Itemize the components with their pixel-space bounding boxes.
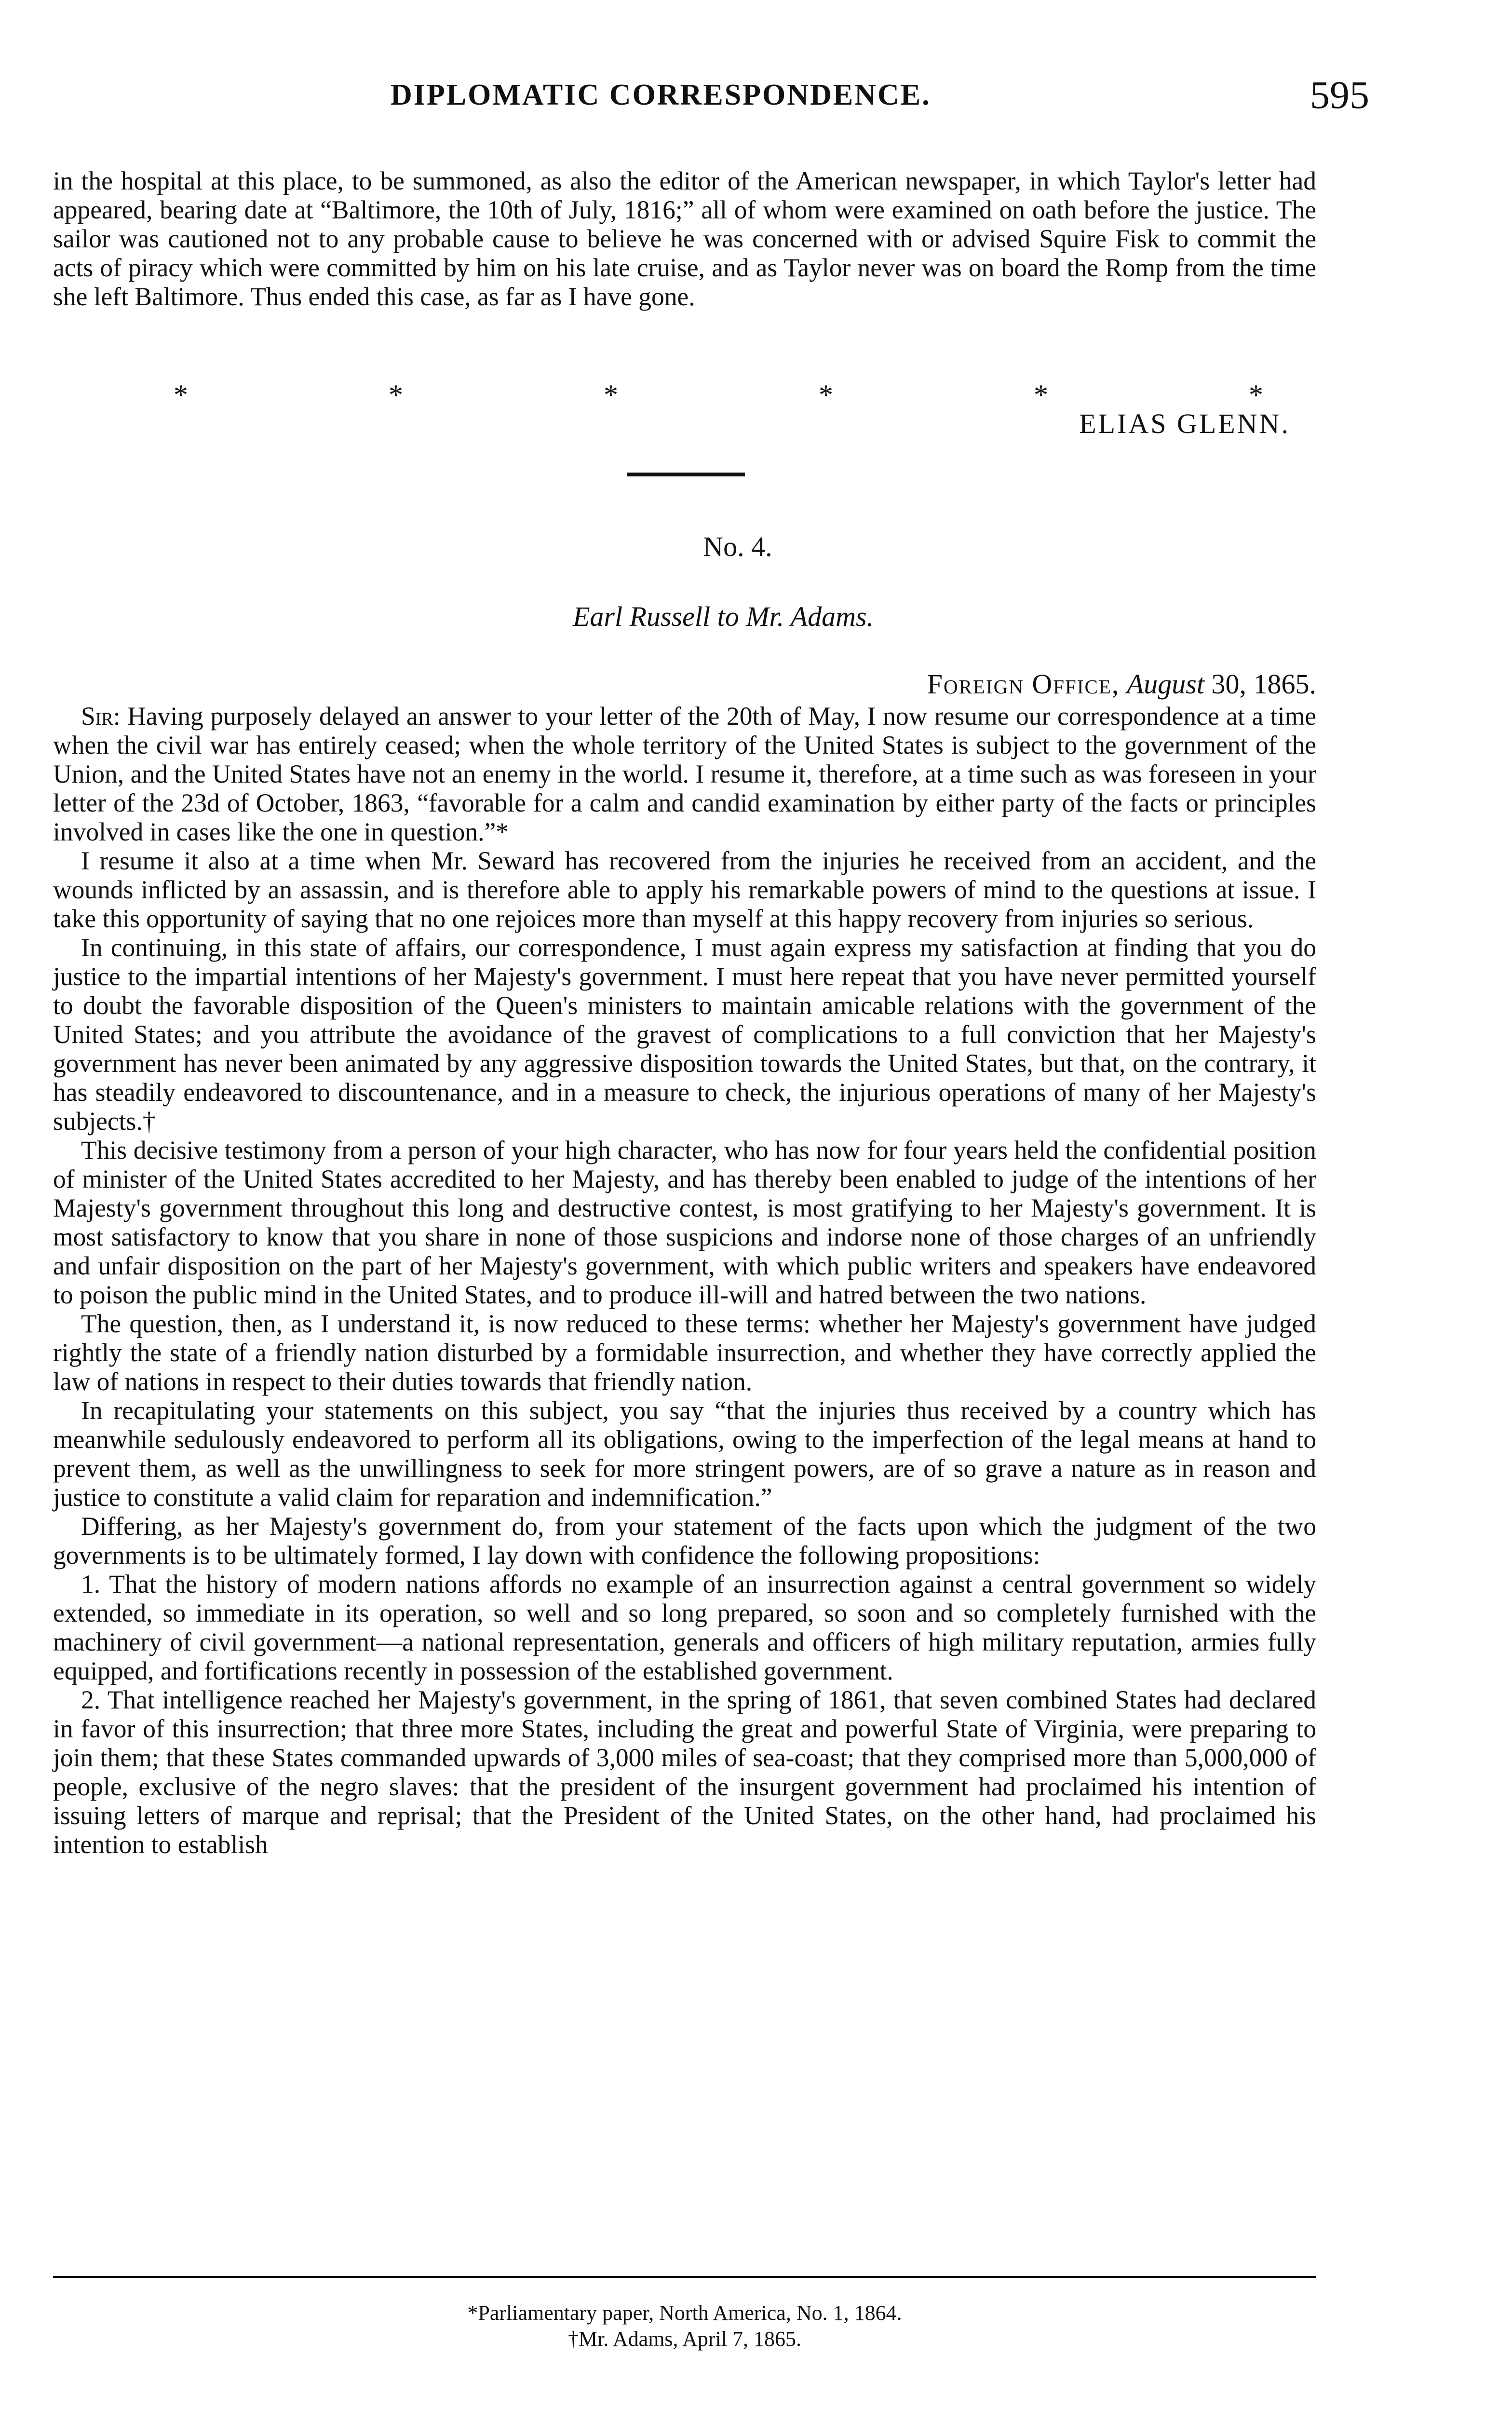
running-title: DIPLOMATIC CORRESPONDENCE.	[391, 79, 931, 111]
page-number: 595	[1310, 73, 1369, 117]
star: *	[819, 379, 833, 411]
paragraph: 2. That intelligence reached her Majesty's government, in the spring of 1861, that seven combined States had declared in favor of this insurrection; that three more States, including the great and powerful State of Virginia, were preparing to join them; that these States commanded upwards of 3,000 miles of sea-coast; that they comprised more than 5,000,000 of people, exclusive of the negro slaves: that the president of the insurgent government had proclaimed his intention of issuing letters of marque and reprisal; that the President of the United States, on the other hand, had proclaimed his intention to establish	[53, 1685, 1316, 1859]
dateline-rest: 30, 1865.	[1211, 668, 1316, 700]
footnote: †Mr. Adams, April 7, 1865.	[567, 2327, 802, 2351]
star: *	[1034, 379, 1048, 411]
paragraph: This decisive testimony from a person of your high character, who has now for four years held the confidential position of minister of the United States accredited to her Majesty, and has thereby been enabled to judge of the intentions of her Majesty's government throughout this long and destructive contest, is most gratifying to her Majesty's government. It is most satisfactory to know that you share in none of those suspicions and indorse none of those charges of an unfriendly and unfair disposition on the part of her Majesty's government, with which public writers and speakers have endeavored to poison the public mind in the United States, and to produce ill-will and hatred between the two nations.	[53, 1136, 1316, 1309]
paragraph: The question, then, as I understand it, is now reduced to these terms: whether her Majesty's government have judged rightly the state of a friendly nation disturbed by a formidable insurrection, and whether they have correctly applied the law of nations in respect to their duties towards that friendly nation.	[53, 1309, 1316, 1396]
dateline	[675, 668, 1316, 700]
paragraph: I resume it also at a time when Mr. Seward has recovered from the injuries he received from an accident, and the wounds inflicted by an assassin, and is therefore able to apply his remarkable powers of mind to the questions at issue. I take this opportunity of saying that no one rejoices more than myself at this happy recovery from injuries so serious.	[53, 846, 1316, 933]
previous-letter-text: in the hospital at this place, to be summoned, as also the editor of the American newspaper, in which Taylor's letter had appeared, bearing date at “Baltimore, the 10th of July, 1816;” all of whom were examined on oath before the justice. The sailor was cautioned not to any probable cause to believe he was concerned with or advised Squire Fisk to commit the acts of piracy which were committed by him on his late cruise, and as Taylor never was on board the Romp from the time she left Baltimore. Thus ended this case, as far as I have gone.	[53, 166, 1316, 311]
star: *	[389, 379, 403, 411]
dateline-month: August	[1126, 668, 1204, 700]
star: *	[604, 379, 618, 411]
paragraph: Differing, as her Majesty's government do, from your statement of the facts upon which the judgment of the two governments is to be ultimately formed, I lay down with confidence the following propositions:	[53, 1512, 1316, 1570]
ellipsis-stars	[174, 379, 1263, 412]
dateline-place: Foreign Office,	[927, 668, 1120, 700]
paragraph: In recapitulating your statements on this subject, you say “that the injuries thus received by a country which has meanwhile sedulously endeavored to perform all its obligations, owing to the imperfection of the legal means at hand to prevent them, as well as the unwillingness to seek for more stringent powers, are of so grave a nature as in reason and justice to constitute a valid claim for reparation and indemnification.”	[53, 1396, 1316, 1512]
paragraph	[53, 702, 1316, 846]
running-header	[391, 72, 1369, 125]
star: *	[174, 379, 188, 411]
footnote: *Parliamentary paper, North America, No. 1, 1864.	[467, 2301, 902, 2325]
previous-letter-ending	[53, 166, 1316, 311]
footnotes	[53, 2300, 1316, 2352]
star: *	[1249, 379, 1263, 411]
signature: ELIAS GLENN.	[1079, 408, 1290, 439]
document-title: Earl Russell to Mr. Adams.	[572, 601, 874, 632]
letter-body	[53, 702, 1316, 1859]
paragraph: 1. That the history of modern nations affords no example of an insurrection against a central government so widely extended, so immediate in its operation, so well and so long prepared, so soon and so completely furnished with the machinery of civil government—a national representation, generals and officers of high military reputation, armies fully equipped, and fortifications recently in possession of the established government.	[53, 1570, 1316, 1685]
footnote-divider	[53, 2276, 1316, 2278]
section-divider	[627, 473, 745, 476]
paragraph-text: Having purposely delayed an answer to your letter of the 20th of May, I now resume our correspondence at a time when the civil war has entirely ceased; when the whole territory of the United States is subject to the government of the Union, and the United States have not an enemy in the world. I resume it, therefore, at a time such as was foreseen in your letter of the 23d of October, 1863, “favorable for a calm and candid examination by either party of the facts or principles involved in cases like the one in question.”*	[53, 702, 1317, 846]
paragraph: In continuing, in this state of affairs, our correspondence, I must again express my satisfaction at finding that you do justice to the impartial intentions of her Majesty's government. I must here repeat that you have never permitted yourself to doubt the favorable disposition of the Queen's ministers to maintain amicable relations with the government of the United States; and you attribute the avoidance of the gravest of complications to a full conviction that her Majesty's government has never been animated by any aggressive disposition towards the United States, but that, on the contrary, it has steadily endeavored to discountenance, and in a measure to check, the injurious operations of many of her Majesty's subjects.†	[53, 933, 1316, 1136]
document-number: No. 4.	[703, 531, 772, 562]
salutation: Sir:	[81, 702, 121, 731]
